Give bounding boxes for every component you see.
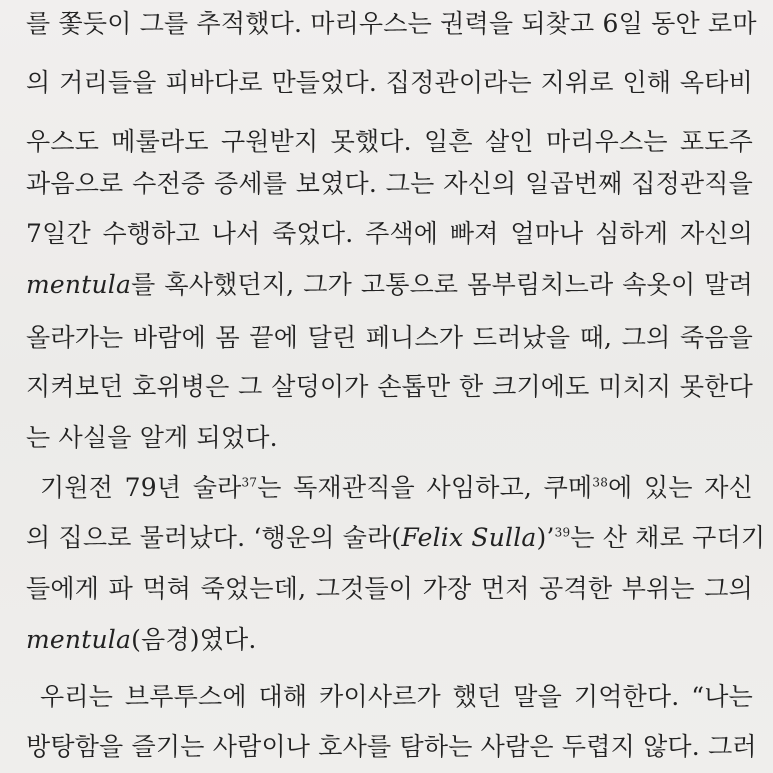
text-line-5: 7일간 수행하고 나서 죽었다. 주색에 빠져 얼마나 심하게 자신의 — [26, 219, 753, 248]
text-line-10-part-b: 는 독재관직을 사임하고, 쿠메 — [257, 473, 593, 502]
text-line-11-part-b: )’ — [536, 523, 555, 552]
footnote-marker-37: 37 — [241, 475, 258, 490]
text-line-2: 의 거리들을 피바다로 만들었다. 집정관이라는 지위로 인해 옥타비 — [26, 68, 753, 97]
latin-word-mentula-2: mentula — [26, 625, 132, 654]
latin-word-mentula: mentula — [26, 270, 132, 299]
footnote-marker-38: 38 — [592, 475, 609, 490]
text-line-15: 방탕함을 즐기는 사람이나 호사를 탐하는 사람은 두렵지 않다. 그러 — [26, 732, 757, 761]
text-line-13 — [26, 620, 753, 660]
text-line-1: 를 쫓듯이 그를 추적했다. 마리우스는 권력을 되찾고 6일 동안 로마 — [26, 9, 757, 38]
footnote-marker-39: 39 — [554, 525, 571, 540]
text-line-11 — [26, 518, 766, 558]
text-line-11-part-c: 는 산 채로 구더기 — [570, 523, 766, 552]
text-line-6-rest: 를 혹사했던지, 그가 고통으로 몸부림치느라 속옷이 말려 — [131, 270, 753, 299]
text-line-10-part-a: 기원전 79년 술라 — [40, 473, 242, 502]
text-line-12: 들에게 파 먹혀 죽었는데, 그것들이 가장 먼저 공격한 부위는 그의 — [26, 574, 753, 603]
latin-phrase-felix-sulla: Felix Sulla — [401, 523, 537, 552]
text-line-10 — [40, 468, 753, 508]
text-line-8: 지켜보던 호위병은 그 살덩이가 손톱만 한 크기에도 미치지 못한다 — [26, 372, 753, 401]
text-line-11-part-a: 의 집으로 물러났다. ‘행운의 술라( — [26, 523, 402, 552]
text-line-9: 는 사실을 알게 되었다. — [26, 423, 278, 452]
text-line-7: 올라가는 바람에 몸 끝에 달린 페니스가 드러났을 때, 그의 죽음을 — [26, 323, 753, 352]
text-line-14: 우리는 브루투스에 대해 카이사르가 했던 말을 기억한다. “나는 — [40, 682, 753, 711]
text-line-3: 우스도 메룰라도 구원받지 못했다. 일흔 살인 마리우스는 포도주 — [26, 127, 753, 156]
text-line-6 — [26, 265, 753, 305]
text-line-13-rest: (음경)였다. — [131, 625, 257, 654]
text-line-4: 과음으로 수전증 증세를 보였다. 그는 자신의 일곱번째 집정관직을 — [26, 169, 753, 198]
text-line-10-part-c: 에 있는 자신 — [608, 473, 754, 502]
